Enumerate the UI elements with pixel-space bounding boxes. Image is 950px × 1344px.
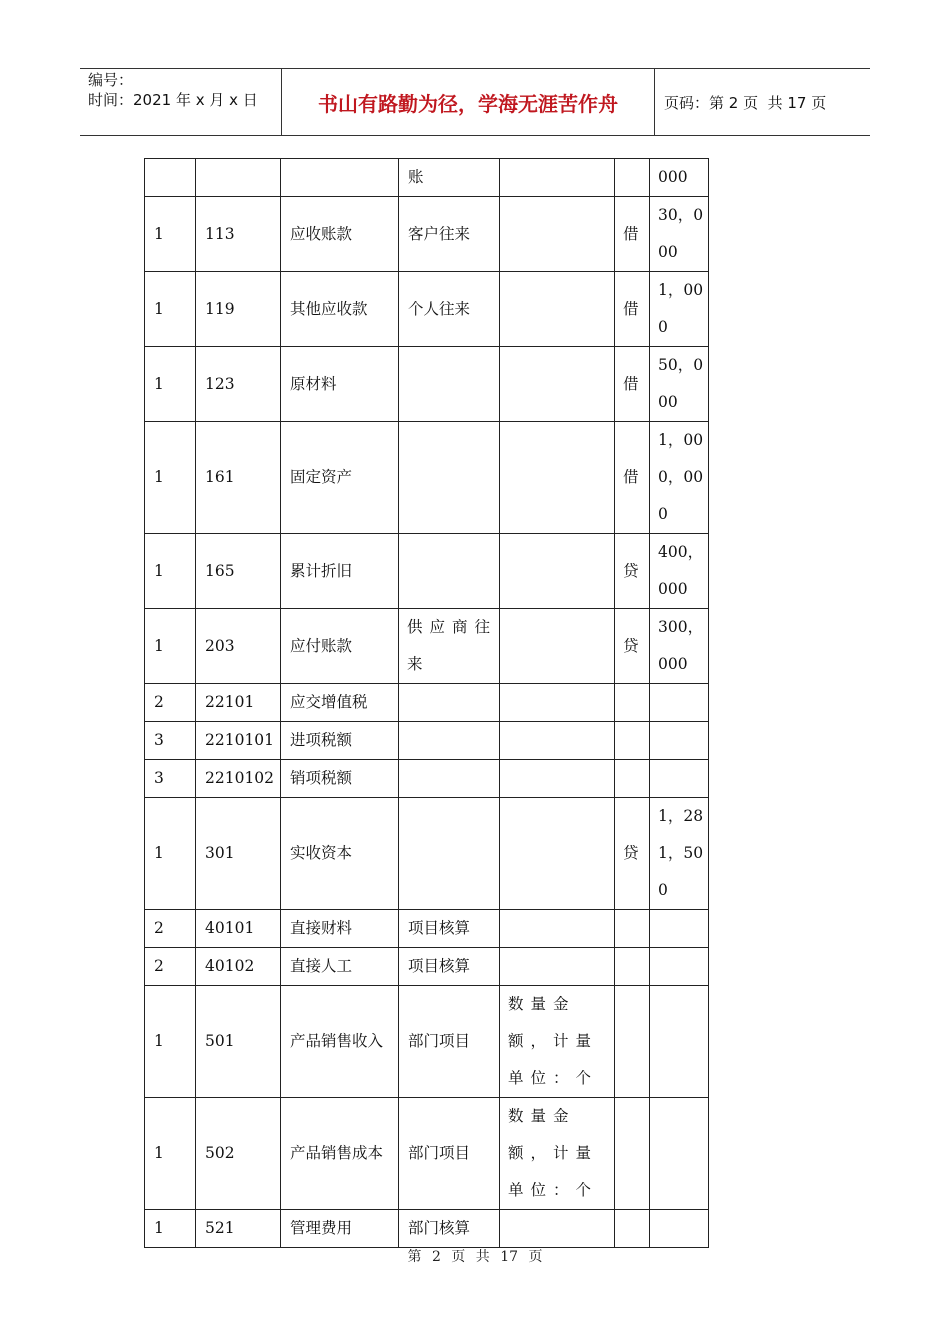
attribute-cell [500, 948, 615, 986]
direction-cell [615, 1098, 650, 1210]
table-row [145, 609, 709, 684]
code-cell: 501 [196, 986, 281, 1098]
aux-cell [399, 347, 500, 422]
attribute-cell: 数量金额，计量单位：个 [500, 986, 615, 1098]
attribute-cell [500, 910, 615, 948]
table-row [145, 722, 709, 760]
level-cell: 3 [145, 760, 196, 798]
balance-cell [650, 986, 709, 1098]
attribute-cell [500, 760, 615, 798]
account-name-cell: 应付账款 [281, 609, 399, 684]
date-line: 时间：2021 年 x 月 x 日 [88, 91, 258, 109]
table-row [145, 534, 709, 609]
balance-cell: 1，281，500 [650, 798, 709, 910]
aux-cell [399, 760, 500, 798]
account-name-cell: 应交增值税 [281, 684, 399, 722]
direction-cell: 借 [615, 197, 650, 272]
level-cell: 1 [145, 422, 196, 534]
attribute-cell [500, 347, 615, 422]
direction-cell [615, 986, 650, 1098]
attribute-cell [500, 159, 615, 197]
code-cell: 119 [196, 272, 281, 347]
aux-cell: 账 [399, 159, 500, 197]
attribute-cell [500, 609, 615, 684]
account-name-cell: 进项税额 [281, 722, 399, 760]
balance-cell [650, 1210, 709, 1248]
level-cell: 1 [145, 986, 196, 1098]
code-cell: 123 [196, 347, 281, 422]
direction-cell: 借 [615, 272, 650, 347]
account-name-cell [281, 159, 399, 197]
attribute-cell [500, 197, 615, 272]
attribute-cell [500, 684, 615, 722]
level-cell: 2 [145, 948, 196, 986]
level-cell: 2 [145, 684, 196, 722]
direction-cell [615, 1210, 650, 1248]
table-row [145, 910, 709, 948]
direction-cell [615, 910, 650, 948]
level-cell: 1 [145, 197, 196, 272]
table-row [145, 1098, 709, 1210]
balance-cell: 30，000 [650, 197, 709, 272]
code-cell: 521 [196, 1210, 281, 1248]
code-cell: 301 [196, 798, 281, 910]
balance-cell: 1，000 [650, 272, 709, 347]
table-row [145, 760, 709, 798]
table-row [145, 948, 709, 986]
balance-cell [650, 910, 709, 948]
level-cell: 1 [145, 347, 196, 422]
direction-cell: 借 [615, 347, 650, 422]
aux-cell [399, 534, 500, 609]
level-cell: 1 [145, 1210, 196, 1248]
level-cell: 1 [145, 534, 196, 609]
account-table-body [145, 159, 709, 1248]
aux-cell: 部门核算 [399, 1210, 500, 1248]
account-name-cell: 管理费用 [281, 1210, 399, 1248]
table-row [145, 1210, 709, 1248]
code-cell [196, 159, 281, 197]
direction-cell [615, 948, 650, 986]
serial-number-label: 编号： [88, 71, 134, 89]
code-cell: 2210101 [196, 722, 281, 760]
code-cell: 2210102 [196, 760, 281, 798]
table-row [145, 798, 709, 910]
account-name-cell: 其他应收款 [281, 272, 399, 347]
aux-cell: 项目核算 [399, 948, 500, 986]
aux-cell [399, 798, 500, 910]
account-name-cell: 原材料 [281, 347, 399, 422]
attribute-cell: 数量金额，计量单位：个 [500, 1098, 615, 1210]
level-cell: 1 [145, 609, 196, 684]
table-row [145, 159, 709, 197]
direction-cell [615, 159, 650, 197]
account-name-cell: 产品销售收入 [281, 986, 399, 1098]
balance-cell [650, 684, 709, 722]
aux-cell: 供应商往来 [399, 609, 500, 684]
balance-cell: 50，000 [650, 347, 709, 422]
table-row [145, 986, 709, 1098]
aux-cell: 部门项目 [399, 1098, 500, 1210]
balance-cell [650, 948, 709, 986]
direction-cell: 借 [615, 422, 650, 534]
balance-cell: 400，000 [650, 534, 709, 609]
account-name-cell: 应收账款 [281, 197, 399, 272]
code-cell: 40101 [196, 910, 281, 948]
direction-cell [615, 760, 650, 798]
code-cell: 161 [196, 422, 281, 534]
aux-cell [399, 722, 500, 760]
attribute-cell [500, 798, 615, 910]
table-row [145, 272, 709, 347]
attribute-cell [500, 422, 615, 534]
direction-cell: 贷 [615, 798, 650, 910]
balance-cell: 000 [650, 159, 709, 197]
page-footer: 第 2 页 共 17 页 [407, 1249, 543, 1265]
aux-cell: 客户往来 [399, 197, 500, 272]
header-divider-right [654, 68, 655, 136]
aux-cell: 项目核算 [399, 910, 500, 948]
direction-cell [615, 684, 650, 722]
direction-cell: 贷 [615, 609, 650, 684]
table-row [145, 684, 709, 722]
code-cell: 40102 [196, 948, 281, 986]
header-motto: 书山有路勤为径，学海无涯苦作舟 [318, 91, 618, 116]
code-cell: 203 [196, 609, 281, 684]
account-name-cell: 直接人工 [281, 948, 399, 986]
level-cell: 1 [145, 1098, 196, 1210]
balance-cell [650, 760, 709, 798]
attribute-cell [500, 1210, 615, 1248]
code-cell: 113 [196, 197, 281, 272]
attribute-cell [500, 534, 615, 609]
attribute-cell [500, 722, 615, 760]
account-name-cell: 实收资本 [281, 798, 399, 910]
account-name-cell: 产品销售成本 [281, 1098, 399, 1210]
level-cell: 1 [145, 798, 196, 910]
header-meta [88, 70, 278, 110]
code-cell: 502 [196, 1098, 281, 1210]
account-name-cell: 固定资产 [281, 422, 399, 534]
account-name-cell: 销项税额 [281, 760, 399, 798]
table-row [145, 347, 709, 422]
aux-cell [399, 422, 500, 534]
account-table [144, 158, 709, 1248]
balance-cell: 300，000 [650, 609, 709, 684]
account-name-cell: 累计折旧 [281, 534, 399, 609]
table-row [145, 422, 709, 534]
aux-cell [399, 684, 500, 722]
direction-cell: 贷 [615, 534, 650, 609]
attribute-cell [500, 272, 615, 347]
aux-cell: 个人往来 [399, 272, 500, 347]
level-cell [145, 159, 196, 197]
level-cell: 2 [145, 910, 196, 948]
aux-cell: 部门项目 [399, 986, 500, 1098]
table-row [145, 197, 709, 272]
account-name-cell: 直接财料 [281, 910, 399, 948]
direction-cell [615, 722, 650, 760]
balance-cell [650, 722, 709, 760]
level-cell: 1 [145, 272, 196, 347]
balance-cell [650, 1098, 709, 1210]
level-cell: 3 [145, 722, 196, 760]
header-page-info: 页码：第 2 页 共 17 页 [664, 93, 827, 112]
balance-cell: 1，000，000 [650, 422, 709, 534]
code-cell: 165 [196, 534, 281, 609]
code-cell: 22101 [196, 684, 281, 722]
